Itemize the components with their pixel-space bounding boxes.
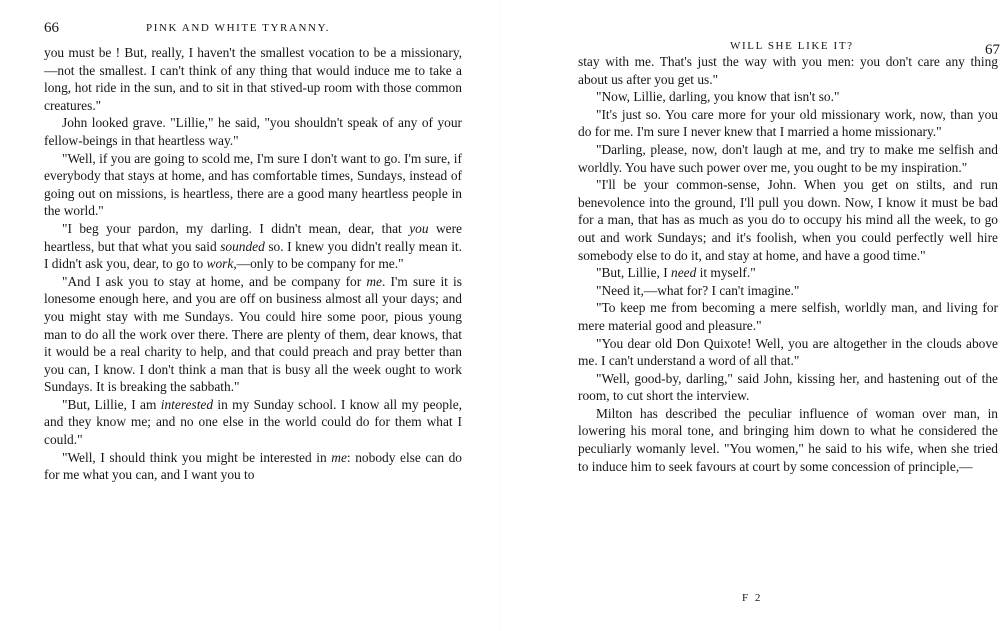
left-page (44, 0, 462, 631)
paragraph: "Darling, please, now, don't laugh at me, and try to make me selfish and worldly. You have such power over me, you ought to be my inspiration." (578, 141, 998, 175)
page-number: 67 (985, 42, 1000, 58)
left-body-text (44, 44, 462, 484)
paragraph: John looked grave. "Lillie," he said, "you shouldn't speak of any of your fellow-beings in that heartless way." (44, 115, 462, 148)
page-number: 66 (44, 20, 59, 36)
paragraph: "And I ask you to stay at home, and be company for me. I'm sure it is lonesome enough here, and you are off on business almost all your days; and you might stay with me Sundays. You could hire some poor, pious young man to do all the work over there. There are plenty of them, dear knows, that it would be a real charity to help, and that could preach and pray better than you can, I know. I don't think a man that is busy all the week ought to work Sundays. It is breaking the sabbath." (44, 273, 462, 395)
paragraph: "To keep me from becoming a mere selfish, worldly man, and living for mere material good and pleasure." (578, 300, 998, 333)
paragraph: "I'll be your common-sense, John. When you get on stilts, and run benevolence into the ground, I'll pull you down. Now, I know it must be bad for a man, that has as much as you do to occupy his mind all the week, to go out and work Sundays; and it's foolish, when you could perfectly well hire somebody else to do it, and stay at home, and have a good time." (578, 177, 998, 263)
paragraph: "Now, Lillie, darling, you know that isn't so." (596, 89, 840, 105)
left-running-head (44, 20, 462, 40)
paragraph: Milton has described the peculiar influence of woman over man, in lowering his moral tone, and bringing him down to what he considered the peculiarly womanly level. "You women," he said to his wife, when she tried to induce him to seek favours at court by some concession of principle,— (578, 405, 998, 474)
running-head-title: PINK AND WHITE TYRANNY. (146, 22, 331, 34)
paragraph: "Well, good-by, darling," said John, kissing her, and hastening out of the room, to cut short the interview. (578, 370, 998, 404)
paragraph: "Need it,—what for? I can't imagine." (596, 282, 800, 298)
paragraph: you must be ! But, really, I haven't the smallest vocation to be a missionary,—not the smallest. I can't think of any thing that would induce me to take a long, hot ride in the sun, and to sit in that stived-up room with those common creatures." (44, 45, 462, 113)
paragraph: "I beg your pardon, my darling. I didn't mean, dear, that you were heartless, but that what you said sounded so. I knew you didn't really mean it. I didn't ask you, dear, to go to work,—only to be company for me." (44, 220, 462, 272)
paragraph: "But, Lillie, I am interested in my Sunday school. I know all my people, and they know me; and no one else in the world could do for them what I could." (44, 396, 462, 448)
paragraph: "But, Lillie, I need it myself." (596, 265, 756, 281)
signature-mark: F 2 (742, 592, 763, 604)
gutter-shadow (500, 0, 501, 631)
right-page (578, 0, 998, 631)
paragraph: "It's just so. You care more for your old missionary work, now, than you do for me. I'm sure I never knew that I married a home missionary." (578, 106, 998, 140)
paragraph: "Well, I should think you might be interested in me: nobody else can do for me what you can, and I want you to (44, 449, 463, 483)
paragraph: "Well, if you are going to scold me, I'm sure I don't want to go. I'm sure, if everybody that stays at home, and has comfortable times, Sundays, instead of going out on missions, is heartless, there are a good many heartless people in the world." (44, 150, 462, 219)
running-head-title: WILL SHE LIKE IT? (730, 40, 854, 52)
right-body-text (578, 53, 998, 475)
paragraph: stay with me. That's just the way with you men: you don't care any thing about us after you get us." (578, 54, 998, 87)
paragraph: "You dear old Don Quixote! Well, you are altogether in the clouds above me. I can't understand a word of all that." (578, 335, 998, 369)
